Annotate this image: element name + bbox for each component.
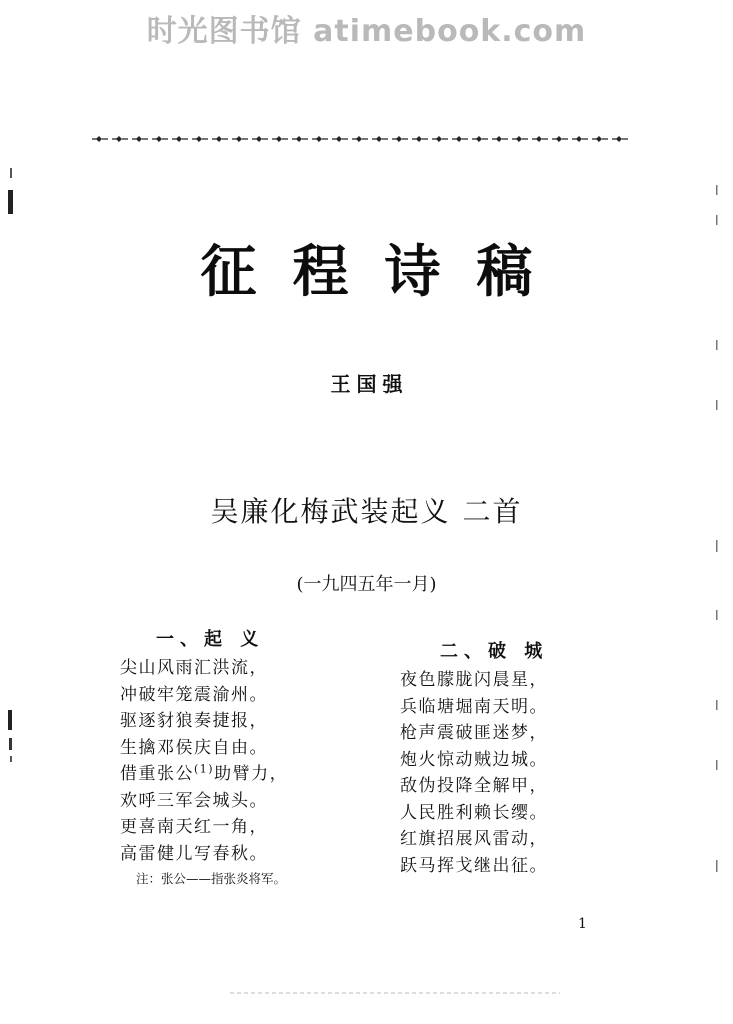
verse-line: 冲破牢笼震渝州。 bbox=[120, 684, 268, 705]
verse-line: 尖山风雨汇洪流， bbox=[120, 658, 268, 678]
verse-line: 炮火惊动贼边城。 bbox=[400, 749, 548, 770]
verse-line: 敌伪投降全解甲， bbox=[400, 776, 548, 796]
verse-line: 跃马挥戈继出征。 bbox=[400, 855, 548, 876]
footnote: 注：张公——指张炎将军。 bbox=[136, 871, 287, 886]
verse-line: 生擒邓侯庆自由。 bbox=[120, 737, 268, 758]
section-heading: 一、起 义 bbox=[156, 629, 265, 650]
watermark: 时光图书馆 atimebook.com bbox=[146, 14, 587, 49]
verse-line-head: 借重张公 bbox=[120, 764, 194, 784]
verse-line: 高雷健儿写春秋。 bbox=[120, 843, 268, 864]
verse-line: 夜色朦胧闪晨星， bbox=[400, 670, 548, 690]
book-title: 征程诗稿 bbox=[200, 240, 569, 305]
verse-line: 更喜南天红一角， bbox=[120, 817, 268, 837]
author: 王国强 bbox=[330, 372, 409, 396]
verse-line: 驱逐豺狼奏捷报， bbox=[120, 711, 268, 731]
poem-date: (一九四五年一月) bbox=[296, 574, 437, 595]
verse-line-tail: 助臂力， bbox=[214, 764, 289, 784]
section-heading: 二、破 城 bbox=[440, 641, 549, 662]
poem-count: 二首 bbox=[462, 495, 523, 528]
verse-line: 兵临塘堀南天明。 bbox=[400, 696, 548, 717]
poem-title-text: 吴廉化梅武装起义 bbox=[210, 495, 451, 528]
page-number: 1 bbox=[578, 916, 587, 932]
verse-line: 人民胜利赖长缨。 bbox=[400, 802, 548, 823]
verse-line: 红旗招展风雷动， bbox=[400, 829, 548, 849]
verse-line: 枪声震破匪迷梦， bbox=[400, 723, 548, 743]
footnote-marker: (1) bbox=[194, 762, 215, 776]
verse-line: 欢呼三军会城头。 bbox=[120, 790, 268, 811]
